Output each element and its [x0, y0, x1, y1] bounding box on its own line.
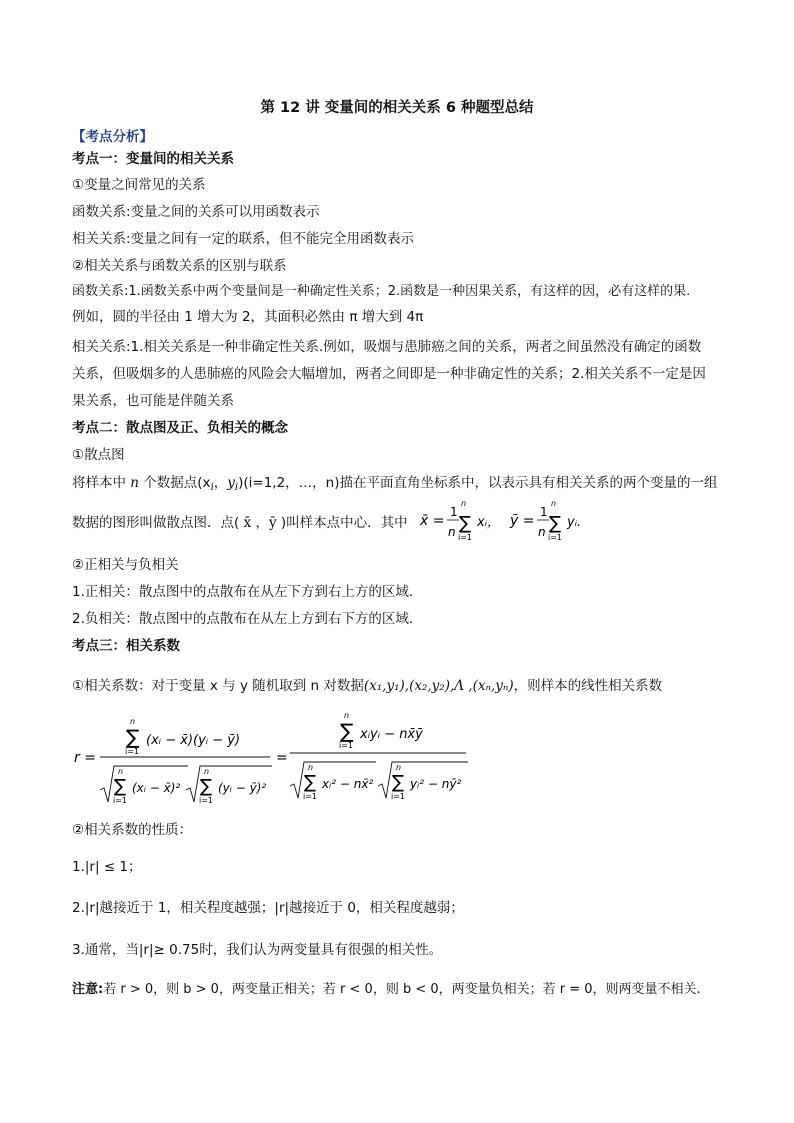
f2-denominator-a: xᵢ² − nx̄² — [322, 777, 374, 791]
f1-dena-sum-top: n — [118, 767, 124, 776]
kp2-heading: 考点二：散点图及正、负相关的概念 — [72, 420, 288, 436]
ybar-term: yᵢ. — [567, 515, 582, 530]
ybar-sum-top: n — [551, 499, 557, 508]
kp1-corr-para-2: 关系，但吸烟多的人患肺癌的风险会大幅增加，两者之间即是一种非确定性的关系；2.相关关系不一定是因 — [72, 366, 706, 382]
xbar-n: n — [448, 525, 456, 539]
f1-dena-sum-bottom: i=1 — [113, 796, 128, 805]
kp2-para-1-post: )(i=1,2，…，n)描在平面直角坐标系中，以表示具有相关关系的两个变量的一组 — [238, 475, 718, 491]
f1-dena-sum: ∑ — [114, 776, 127, 797]
formula-equals: = — [276, 750, 288, 766]
f2-denb-sum: ∑ — [392, 772, 405, 793]
f1-denb-sum: ∑ — [200, 776, 213, 797]
kp3-sub1-post: ，则样本的线性相关系数 — [513, 678, 663, 694]
kp1-corr-para-3: 果关系，也可能是伴随关系 — [72, 393, 234, 409]
kp3-heading: 考点三：相关系数 — [72, 638, 180, 654]
kp3-sub1 — [72, 677, 662, 695]
f2-dena-sum-top: n — [308, 763, 314, 772]
f2-num-sum-top: n — [344, 711, 350, 720]
xbar-term: xᵢ， — [477, 515, 501, 530]
kp3-note-text: 若 r > 0，则 b > 0，两变量正相关；若 r < 0，则 b < 0，两变量负相关；若 r = 0，则两变量不相关. — [103, 982, 701, 997]
ybar-sum: ∑ — [549, 513, 562, 534]
kp2-para-1-n: n — [130, 475, 139, 491]
f2-num-sum: ∑ — [340, 719, 354, 743]
f1-denominator-b: (yᵢ − ȳ)² — [218, 781, 267, 795]
kp3-prop-1: 1.|r| ≤ 1； — [72, 859, 142, 875]
kp2-comma: ， — [213, 475, 228, 491]
f1-denominator-a: (xᵢ − x̄)² — [132, 781, 181, 795]
ybar-lhs: ȳ = — [510, 513, 535, 529]
section-header: 【考点分析】 — [72, 129, 153, 145]
f2-numerator: xᵢyᵢ − nx̄ȳ — [360, 727, 423, 742]
ybar-one: 1 — [540, 505, 548, 519]
kp2-para-1-mid: 个数据点(x — [139, 475, 211, 491]
f1-num-sum-bottom: i=1 — [125, 747, 140, 756]
kp3-sub1-pre: ①相关系数：对于变量 x 与 y 随机取到 n 对数据 — [72, 678, 364, 694]
f2-denb-sum-bottom: i=1 — [391, 792, 406, 801]
f1-num-sum-top: n — [130, 717, 136, 726]
xbar-sum: ∑ — [459, 513, 472, 534]
kp2-para-2-mid: )叫样本点中心．其中 — [280, 515, 408, 531]
page-title: 第 12 讲 变量间的相关关系 6 种题型总结 — [260, 100, 534, 116]
kp2-sub-i2: i — [234, 482, 239, 493]
kp1-corr-para-1: 相关关系:1.相关关系是一种非确定性关系.例如，吸烟与患肺癌之间的关系，两者之间虽然没有确定的函数 — [72, 339, 702, 355]
kp1-heading: 考点一：变量间的相关关系 — [72, 151, 234, 167]
kp3-sub2: ②相关系数的性质： — [72, 822, 193, 838]
kp1-func-para-2: 例如，圆的半径由 1 增大为 2，其面积必然由 π 增大到 4π — [72, 309, 424, 325]
mean-formulas — [418, 498, 588, 548]
kp2-para-2 — [72, 514, 408, 532]
kp3-prop-3: 3.通常，当|r|≥ 0.75时，我们认为两变量具有很强的相关性。 — [72, 942, 443, 958]
ybar-sum-bottom: i=1 — [548, 533, 563, 542]
kp2-sub2: ②正相关与负相关 — [72, 557, 179, 573]
f2-dena-sum-bottom: i=1 — [303, 792, 318, 801]
kp2-para-1-pre: 将样本中 — [72, 475, 131, 491]
kp3-note — [72, 981, 701, 999]
f2-dena-sum: ∑ — [304, 772, 317, 793]
f2-num-sum-bottom: i=1 — [339, 741, 354, 750]
f1-numerator: (xᵢ − x̄)(yᵢ − ȳ) — [146, 733, 241, 748]
formula-r: r = — [74, 750, 96, 766]
f1-denb-sum-top: n — [204, 767, 210, 776]
kp3-prop-2: 2.|r|越接近于 1，相关程度越强；|r|越接近于 0，相关程度越弱； — [72, 900, 464, 916]
kp2-sub1: ①散点图 — [72, 447, 125, 463]
correlation-formula — [72, 710, 472, 810]
kp2-xbar: x̄ ，ȳ — [239, 515, 281, 531]
kp3-sub1-data: (x₁,y₁),(x₂,y₂),Λ ,(xₙ,yₙ) — [363, 678, 514, 694]
kp2-para-2-pre: 数据的图形叫做散点图．点( — [72, 515, 240, 531]
xbar-one: 1 — [450, 505, 458, 519]
kp2-yi: y — [227, 475, 235, 491]
f1-num-sum: ∑ — [126, 725, 140, 749]
f2-denb-sum-top: n — [396, 763, 402, 772]
f2-denominator-b: yᵢ² − nȳ² — [410, 777, 462, 791]
xbar-sum-top: n — [461, 499, 467, 508]
kp2-positive: 1.正相关：散点图中的点散布在从左下方到右上方的区域． — [72, 584, 423, 600]
ybar-n: n — [538, 525, 546, 539]
kp1-func-para-1: 函数关系:1.函数关系中两个变量间是一种确定性关系；2.函数是一种因果关系，有这样的因，必有这样的果. — [72, 284, 691, 299]
kp1-sub2: ②相关关系与函数关系的区别与联系 — [72, 258, 287, 274]
kp2-sub-i: i — [210, 482, 214, 493]
kp3-note-label: 注意: — [72, 982, 104, 997]
kp1-func-line: 函数关系:变量之间的关系可以用函数表示 — [72, 204, 320, 220]
xbar-sum-bottom: i=1 — [458, 533, 473, 542]
xbar-lhs: x̄ = — [420, 513, 445, 529]
kp1-corr-line: 相关关系:变量之间有一定的联系，但不能完全用函数表示 — [72, 231, 415, 247]
f1-denb-sum-bottom: i=1 — [199, 796, 214, 805]
kp2-para-1 — [72, 474, 718, 497]
kp1-sub1: ①变量之间常见的关系 — [72, 177, 206, 193]
kp2-negative: 2.负相关：散点图中的点散布在从左上方到右下方的区域． — [72, 611, 423, 627]
